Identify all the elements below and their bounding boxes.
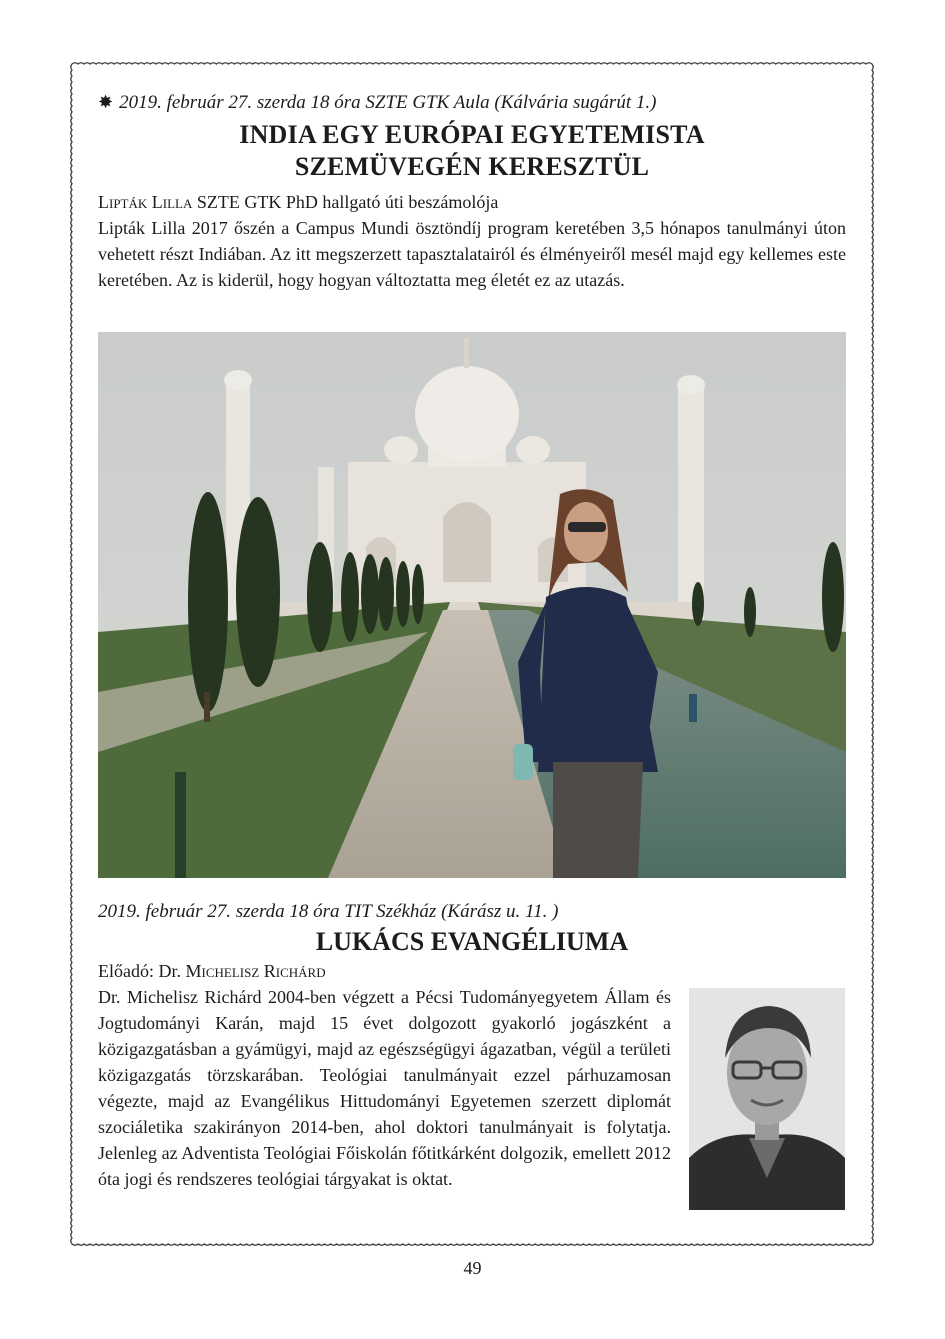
event2-speaker-name: Michelisz Richárd bbox=[185, 961, 326, 981]
event2-speaker-prefix: Előadó: Dr. bbox=[98, 961, 186, 981]
event2-byline bbox=[98, 958, 846, 984]
event1-title-line1: INDIA EGY EURÓPAI EGYETEMISTA bbox=[239, 120, 705, 149]
star-bullet-icon: ✸ bbox=[98, 92, 114, 112]
event2-title: LUKÁCS EVANGÉLIUMA bbox=[315, 927, 629, 956]
event1-title bbox=[98, 119, 846, 183]
event1-datetime-text: 2019. február 27. szerda 18 óra SZTE GTK Aula (Kálvária sugárút 1.) bbox=[119, 92, 657, 113]
speaker-portrait-photo bbox=[689, 988, 845, 1210]
event1-speaker-name: Lipták Lilla bbox=[98, 192, 193, 212]
taj-mahal-photo bbox=[98, 332, 846, 878]
event2-description: Dr. Michelisz Richárd 2004-ben végzett a Pécsi Tudományegyetem Állam és Jogtudományi Karán, majd 15 évet dolgozott gyakorló jogászként a közigazgatásban a gyámügyi, majd az egészségügyi ágazatban, végül a területi közigazgatás törzskarában. Teológiai tanulmányait ezzel párhuzamosan végezte, majd az Evangélikus Hittudományi Egyetemen szerzett diplomát szociáletika szakirányon 2014-ben, ahol doktori tanulmányait is folytatja. Jelenleg az Adventista Teológiai Főiskolán főtitkárként dolgozik, emellett 2012 óta jogi és rendszeres teológiai tárgyakat is oktat. bbox=[98, 987, 671, 1189]
event1-title-line2: SZEMÜVEGÉN KERESZTÜL bbox=[294, 152, 650, 181]
event1-description: Lipták Lilla 2017 őszén a Campus Mundi ösztöndíj program keretében 3,5 hónapos tanulmányi úton vehetett részt Indiában. Az itt megszerzett tapasztalatairól és élményeiről mesél majd egy kellemes este keretében. Az is kiderül, hogy hogyan változtatta meg életét ez az utazás. bbox=[98, 218, 846, 290]
event1-byline bbox=[98, 189, 846, 215]
page-number: 49 bbox=[463, 1258, 482, 1278]
event2-section bbox=[98, 900, 846, 1192]
event1-date-location bbox=[98, 90, 846, 115]
page-content bbox=[98, 90, 846, 1189]
event2-date-location: 2019. február 27. szerda 18 óra TIT Székház (Kárász u. 11. ) bbox=[98, 901, 559, 922]
event1-speaker-role: SZTE GTK PhD hallgató úti beszámolója bbox=[192, 192, 499, 212]
